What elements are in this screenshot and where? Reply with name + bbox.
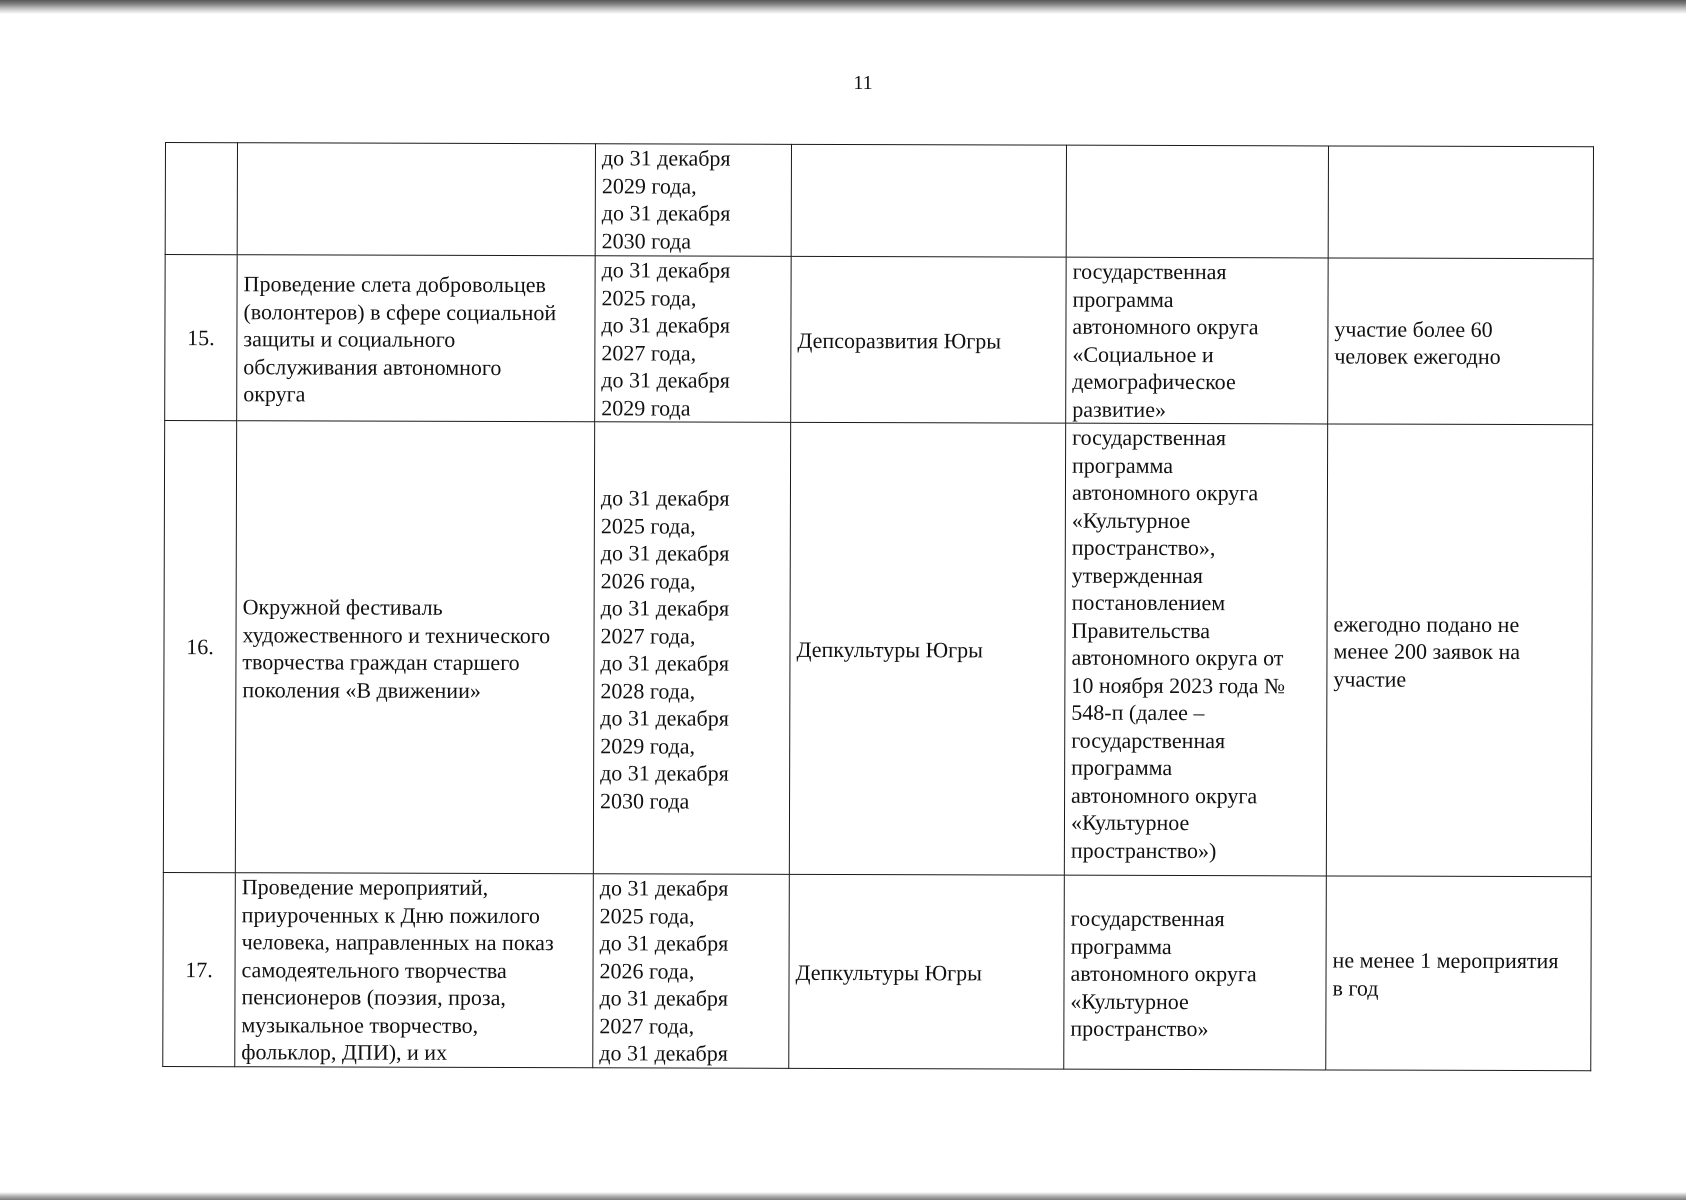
- executor-cell: Депкультуры Югры: [789, 874, 1065, 1068]
- result-cell: [1328, 146, 1593, 259]
- page-number: 11: [853, 72, 873, 94]
- text-line: Проведение мероприятий,: [241, 874, 489, 900]
- text-line: до 31 декабря: [600, 540, 730, 566]
- text-line: до 31 декабря: [600, 705, 729, 731]
- text-line: ежегодно подано не: [1333, 611, 1520, 637]
- text-line: до 31 декабря: [601, 257, 731, 283]
- result-cell: [1326, 876, 1592, 1070]
- text-line: участие: [1333, 666, 1407, 692]
- text-line: «Культурное: [1070, 809, 1190, 836]
- text-line: Окружной фестиваль: [242, 594, 443, 620]
- text-line: 2027 года,: [600, 622, 696, 649]
- table-row: [163, 872, 1592, 1070]
- deadline-cell: [593, 874, 790, 1068]
- event-cell: [235, 873, 594, 1068]
- text-line: пенсионеров (поэзия, проза,: [241, 984, 506, 1011]
- table-row: [165, 143, 1593, 259]
- text-line: 2025 года,: [599, 902, 695, 929]
- deadline-cell: [595, 256, 791, 423]
- text-line: участие более 60: [1334, 315, 1493, 342]
- deadline-cell: [593, 422, 790, 875]
- text-line: самодеятельного творчества: [241, 956, 507, 983]
- text-line: до 31 декабря: [600, 485, 730, 511]
- scan-edge-bottom: [0, 1192, 1686, 1200]
- text-line: 2030 года: [601, 227, 692, 254]
- program-lines: [1072, 258, 1321, 424]
- text-line: до 31 декабря: [601, 200, 731, 226]
- text-line: 2028 года,: [600, 677, 696, 704]
- text-line: 2026 года,: [599, 957, 695, 984]
- text-line: в год: [1332, 975, 1379, 1001]
- text-line: Правительства: [1071, 617, 1211, 643]
- deadline-lines: [600, 484, 784, 815]
- measures-table: [162, 142, 1594, 1071]
- result-lines: [1333, 610, 1585, 693]
- text-line: развитие»: [1072, 396, 1167, 422]
- executor-cell: Депкультуры Югры: [789, 422, 1065, 875]
- event-cell: [235, 421, 594, 874]
- text-line: программа: [1072, 286, 1174, 312]
- text-line: музыкальное творчество,: [241, 1011, 479, 1038]
- program-lines: [1071, 424, 1321, 865]
- text-line: пространство»): [1070, 837, 1217, 863]
- deadline-lines: [601, 256, 784, 422]
- event-cell: [237, 143, 595, 256]
- program-cell: [1066, 145, 1328, 258]
- text-line: человек ежегодно: [1334, 343, 1501, 369]
- deadline-lines: [602, 144, 785, 255]
- text-line: государственная: [1072, 424, 1227, 451]
- text-line: государственная: [1070, 905, 1225, 932]
- text-line: государственная: [1072, 258, 1227, 285]
- row-number-cell: [165, 143, 237, 255]
- result-lines: [1332, 947, 1584, 1003]
- text-line: «Культурное: [1071, 507, 1191, 533]
- text-line: (волонтеров) в сфере социальной: [243, 298, 557, 325]
- text-line: 548-п (далее –: [1071, 699, 1205, 726]
- text-line: 2027 года,: [599, 1012, 695, 1039]
- text-line: программа: [1070, 933, 1172, 959]
- text-line: Проведение слета добровольцев: [243, 271, 546, 298]
- text-line: до 31 декабря: [600, 760, 729, 786]
- program-lines: [1070, 905, 1319, 1043]
- text-line: программа: [1071, 754, 1173, 780]
- text-line: обслуживания автономного: [243, 353, 502, 380]
- text-line: постановлением: [1071, 589, 1226, 616]
- text-line: менее 200 заявок на: [1333, 638, 1521, 665]
- event-lines: [242, 593, 587, 704]
- text-line: до 31 декабря: [599, 930, 729, 956]
- text-line: 2029 года: [601, 394, 691, 421]
- text-line: художественного и технического: [242, 621, 551, 648]
- text-line: 2029 года,: [600, 732, 696, 759]
- deadline-lines: [599, 874, 783, 1067]
- executor-cell: Депсоразвития Югры: [791, 256, 1066, 423]
- text-line: пространство»,: [1071, 534, 1216, 561]
- text-line: 10 ноября 2023 года №: [1071, 672, 1286, 698]
- event-lines: [241, 873, 587, 1067]
- program-cell: [1064, 423, 1327, 876]
- event-cell: [237, 255, 595, 422]
- text-line: до 31 декабря: [599, 985, 729, 1011]
- program-cell: [1064, 875, 1327, 1069]
- executor-cell: [791, 144, 1066, 257]
- table-row: [165, 255, 1593, 425]
- result-lines: [1334, 315, 1586, 371]
- text-line: защиты и социального: [243, 326, 456, 353]
- text-line: не менее 1 мероприятия: [1332, 947, 1559, 974]
- text-line: автономного округа: [1071, 479, 1259, 506]
- deadline-cell: [595, 144, 791, 257]
- text-line: человека, направленных на показ: [241, 929, 554, 956]
- text-line: 2029 года,: [601, 172, 697, 199]
- text-line: до 31 декабря: [600, 595, 730, 621]
- table-row: [163, 421, 1592, 877]
- text-line: до 31 декабря: [601, 145, 731, 171]
- text-line: творчества граждан старшего: [242, 649, 520, 676]
- text-line: демографическое: [1072, 368, 1236, 395]
- result-cell: [1326, 424, 1592, 877]
- text-line: 2027 года,: [601, 339, 697, 366]
- event-lines: [243, 270, 588, 409]
- text-line: государственная: [1071, 727, 1226, 753]
- text-line: «Социальное и: [1072, 341, 1214, 367]
- text-line: пространство»: [1070, 1015, 1209, 1042]
- text-line: автономного округа: [1072, 313, 1259, 340]
- text-line: фольклор, ДПИ), и их: [241, 1039, 448, 1065]
- text-line: поколения «В движении»: [242, 676, 481, 703]
- row-number-cell: 17.: [163, 872, 236, 1066]
- text-line: до 31 декабря: [599, 1040, 728, 1066]
- text-line: автономного округа от: [1071, 644, 1284, 671]
- text-line: программа: [1072, 452, 1174, 478]
- program-cell: [1066, 257, 1328, 424]
- text-line: до 31 декабря: [600, 650, 730, 676]
- result-cell: [1328, 258, 1593, 425]
- text-line: до 31 декабря: [601, 312, 731, 338]
- text-line: 2025 года,: [600, 512, 696, 539]
- text-line: до 31 декабря: [601, 367, 730, 393]
- scan-edge-top: [0, 0, 1686, 14]
- text-line: 2025 года,: [601, 284, 697, 311]
- text-line: «Культурное: [1070, 988, 1189, 1014]
- text-line: 2026 года,: [600, 567, 696, 594]
- row-number-cell: 16.: [163, 421, 236, 873]
- text-line: 2030 года: [600, 787, 690, 814]
- text-line: автономного округа: [1071, 782, 1258, 808]
- text-line: округа: [243, 381, 306, 407]
- row-number-cell: 15.: [165, 255, 237, 421]
- text-line: автономного округа: [1070, 960, 1257, 987]
- text-line: утвержденная: [1071, 562, 1203, 588]
- text-line: до 31 декабря: [599, 875, 729, 901]
- text-line: приуроченных к Дню пожилого: [241, 901, 540, 928]
